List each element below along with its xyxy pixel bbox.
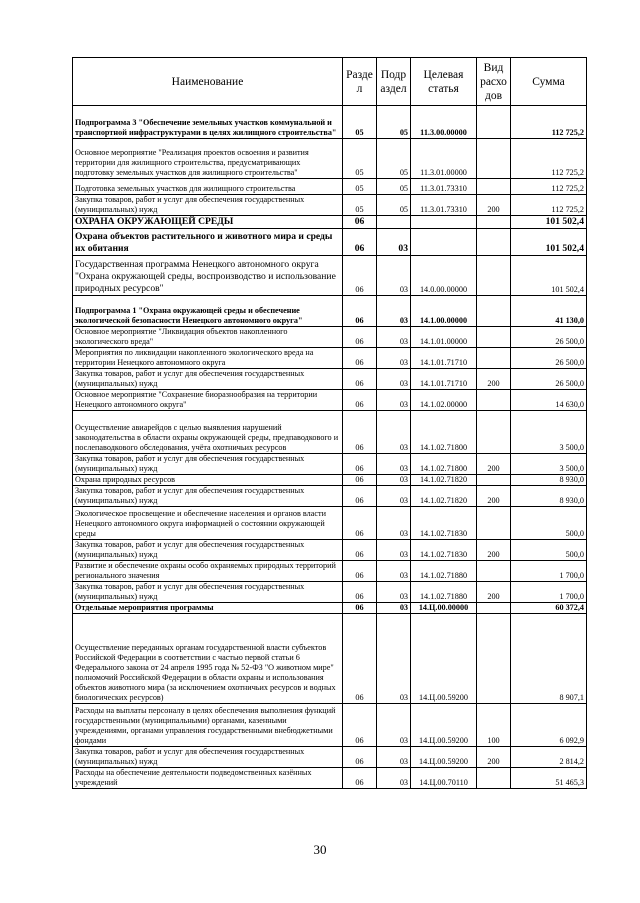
cell-summa: 6 092,9 <box>511 704 587 747</box>
cell-podrazdel: 03 <box>377 411 411 454</box>
table-row <box>73 768 587 789</box>
table-row <box>73 475 587 486</box>
cell-vid: 200 <box>477 454 511 475</box>
cell-celevaya: 11.3.01.73310 <box>411 179 477 195</box>
cell-razdel: 06 <box>343 256 377 296</box>
cell-razdel: 06 <box>343 348 377 369</box>
cell-name: Основное мероприятие "Сохранение биоразнообразия на территории Ненецкого автономного округа" <box>73 390 343 411</box>
cell-summa: 60 372,4 <box>511 603 587 614</box>
cell-name: Подготовка земельных участков для жилищного строительства <box>73 179 343 195</box>
cell-razdel: 06 <box>343 327 377 348</box>
cell-podrazdel: 03 <box>377 475 411 486</box>
header-name: Наименование <box>73 58 343 106</box>
table-row <box>73 614 587 704</box>
table-row <box>73 139 587 179</box>
cell-celevaya: 14.1.02.71880 <box>411 582 477 603</box>
cell-razdel: 05 <box>343 139 377 179</box>
cell-razdel: 06 <box>343 411 377 454</box>
header-summa: Сумма <box>511 58 587 106</box>
cell-vid: 200 <box>477 369 511 390</box>
cell-celevaya: 14.1.01.71710 <box>411 348 477 369</box>
cell-razdel: 06 <box>343 614 377 704</box>
cell-podrazdel: 03 <box>377 256 411 296</box>
cell-vid: 200 <box>477 195 511 216</box>
cell-celevaya: 14.Ц.00.70110 <box>411 768 477 789</box>
cell-summa: 1 700,0 <box>511 582 587 603</box>
cell-name: Расходы на обеспечение деятельности подведомственных казённых учреждений <box>73 768 343 789</box>
cell-podrazdel: 03 <box>377 768 411 789</box>
cell-vid <box>477 561 511 582</box>
cell-name: Охрана объектов растительного и животного мира и среды их обитания <box>73 229 343 256</box>
cell-name: Закупка товаров, работ и услуг для обеспечения государственных (муниципальных) нужд <box>73 486 343 507</box>
cell-summa: 3 500,0 <box>511 454 587 475</box>
cell-podrazdel: 03 <box>377 390 411 411</box>
cell-podrazdel: 03 <box>377 486 411 507</box>
cell-celevaya: 14.1.02.71830 <box>411 507 477 540</box>
table-row <box>73 540 587 561</box>
cell-celevaya: 14.Ц.00.00000 <box>411 603 477 614</box>
cell-podrazdel: 03 <box>377 229 411 256</box>
table-header-row <box>73 58 587 106</box>
cell-razdel: 06 <box>343 768 377 789</box>
cell-razdel: 05 <box>343 179 377 195</box>
cell-razdel: 06 <box>343 296 377 327</box>
table-row <box>73 106 587 139</box>
cell-vid <box>477 507 511 540</box>
cell-vid <box>477 179 511 195</box>
header-celevaya: Целевая статья <box>411 58 477 106</box>
cell-summa: 8 930,0 <box>511 475 587 486</box>
cell-summa: 41 130,0 <box>511 296 587 327</box>
cell-celevaya: 14.1.02.71820 <box>411 486 477 507</box>
cell-name: Мероприятия по ликвидации накопленного экологического вреда на территории Ненецкого автономного округа <box>73 348 343 369</box>
cell-celevaya: 14.0.00.00000 <box>411 256 477 296</box>
cell-name: Закупка товаров, работ и услуг для обеспечения государственных (муниципальных) нужд <box>73 747 343 768</box>
cell-razdel: 06 <box>343 486 377 507</box>
table-row <box>73 229 587 256</box>
table-row <box>73 256 587 296</box>
cell-name: Закупка товаров, работ и услуг для обеспечения государственных (муниципальных) нужд <box>73 540 343 561</box>
cell-celevaya: 14.Ц.00.59200 <box>411 747 477 768</box>
cell-celevaya <box>411 216 477 229</box>
cell-razdel: 06 <box>343 704 377 747</box>
cell-summa: 26 500,0 <box>511 369 587 390</box>
cell-summa: 112 725,2 <box>511 106 587 139</box>
cell-celevaya: 14.1.02.71800 <box>411 454 477 475</box>
cell-razdel: 06 <box>343 229 377 256</box>
cell-podrazdel <box>377 216 411 229</box>
cell-vid <box>477 390 511 411</box>
cell-summa: 3 500,0 <box>511 411 587 454</box>
cell-summa: 14 630,0 <box>511 390 587 411</box>
cell-name: Расходы на выплаты персоналу в целях обеспечения выполнения функций государственными (муниципальными) органами, казенными учреждениями, органами управления государственными внебюджетными фондами <box>73 704 343 747</box>
table-row <box>73 747 587 768</box>
cell-podrazdel: 03 <box>377 747 411 768</box>
cell-razdel: 06 <box>343 454 377 475</box>
cell-summa: 26 500,0 <box>511 327 587 348</box>
table-row <box>73 704 587 747</box>
cell-summa: 112 725,2 <box>511 179 587 195</box>
cell-celevaya: 14.1.02.71800 <box>411 411 477 454</box>
cell-name: Экологическое просвещение и обеспечение населения и органов власти Ненецкого автономного округа информацией о состоянии окружающей среды <box>73 507 343 540</box>
cell-celevaya: 14.1.01.00000 <box>411 327 477 348</box>
cell-name: Основное мероприятие "Ликвидация объектов накопленного экологического вреда" <box>73 327 343 348</box>
table-row <box>73 195 587 216</box>
cell-name: Осуществление авиарейдов с целью выявления нарушений законодательства в области охраны окружающей среды, предпаводкового и послепаводкового обследования, учёта охотничьих ресурсов <box>73 411 343 454</box>
cell-podrazdel: 03 <box>377 327 411 348</box>
table-row <box>73 369 587 390</box>
cell-name: Основное мероприятие "Реализация проектов освоения и развития территории для жилищного строительства, предусматривающих подготовку земельных участков для жилищного строительства" <box>73 139 343 179</box>
cell-summa: 500,0 <box>511 507 587 540</box>
cell-celevaya: 14.1.01.71710 <box>411 369 477 390</box>
cell-podrazdel: 05 <box>377 139 411 179</box>
cell-razdel: 06 <box>343 369 377 390</box>
cell-podrazdel: 05 <box>377 179 411 195</box>
table-row <box>73 486 587 507</box>
cell-summa: 26 500,0 <box>511 348 587 369</box>
table-row <box>73 603 587 614</box>
header-podrazdel: Подр аздел <box>377 58 411 106</box>
cell-vid <box>477 348 511 369</box>
cell-razdel: 05 <box>343 106 377 139</box>
cell-vid <box>477 296 511 327</box>
cell-celevaya: 11.3.01.73310 <box>411 195 477 216</box>
cell-vid <box>477 229 511 256</box>
cell-vid: 200 <box>477 747 511 768</box>
table-row <box>73 454 587 475</box>
cell-name: Отдельные мероприятия программы <box>73 603 343 614</box>
cell-podrazdel: 03 <box>377 348 411 369</box>
cell-vid <box>477 327 511 348</box>
table-row <box>73 582 587 603</box>
cell-podrazdel: 05 <box>377 106 411 139</box>
table-row <box>73 296 587 327</box>
cell-summa: 500,0 <box>511 540 587 561</box>
cell-summa: 112 725,2 <box>511 139 587 179</box>
cell-summa: 51 465,3 <box>511 768 587 789</box>
cell-podrazdel: 03 <box>377 704 411 747</box>
cell-podrazdel: 03 <box>377 614 411 704</box>
cell-name: Закупка товаров, работ и услуг для обеспечения государственных (муниципальных) нужд <box>73 195 343 216</box>
cell-summa: 2 814,2 <box>511 747 587 768</box>
cell-celevaya: 14.Ц.00.59200 <box>411 704 477 747</box>
cell-podrazdel: 03 <box>377 582 411 603</box>
cell-razdel: 05 <box>343 195 377 216</box>
cell-podrazdel: 03 <box>377 369 411 390</box>
cell-celevaya: 14.1.02.00000 <box>411 390 477 411</box>
budget-table <box>72 57 587 789</box>
cell-summa: 101 502,4 <box>511 216 587 229</box>
cell-podrazdel: 03 <box>377 540 411 561</box>
cell-celevaya: 11.3.01.00000 <box>411 139 477 179</box>
table-row <box>73 411 587 454</box>
cell-name: Закупка товаров, работ и услуг для обеспечения государственных (муниципальных) нужд <box>73 454 343 475</box>
cell-vid: 100 <box>477 704 511 747</box>
cell-vid <box>477 139 511 179</box>
cell-celevaya: 14.1.02.71820 <box>411 475 477 486</box>
cell-vid <box>477 216 511 229</box>
cell-summa: 1 700,0 <box>511 561 587 582</box>
cell-razdel: 06 <box>343 603 377 614</box>
page-number: 30 <box>313 842 327 857</box>
cell-celevaya: 11.3.00.00000 <box>411 106 477 139</box>
cell-name: ОХРАНА ОКРУЖАЮЩЕЙ СРЕДЫ <box>73 216 343 229</box>
header-vid: Вид расхо дов <box>477 58 511 106</box>
cell-celevaya <box>411 229 477 256</box>
cell-celevaya: 14.1.00.00000 <box>411 296 477 327</box>
cell-razdel: 06 <box>343 540 377 561</box>
header-razdel: Разде л <box>343 58 377 106</box>
cell-razdel: 06 <box>343 216 377 229</box>
cell-summa: 112 725,2 <box>511 195 587 216</box>
table-row <box>73 507 587 540</box>
cell-name: Осуществление переданных органам государственной власти субъектов Российской Федерации в соответствии с частью первой статьи 6 Федерального закона от 24 апреля 1995 года № 52-ФЗ "О животном мире" полномочий Российской Федерации в области охраны и использования объектов животного мира (за исключением охотничьих ресурсов и водных биологических ресурсов) <box>73 614 343 704</box>
cell-summa: 101 502,4 <box>511 256 587 296</box>
cell-celevaya: 14.1.02.71830 <box>411 540 477 561</box>
cell-celevaya: 14.Ц.00.59200 <box>411 614 477 704</box>
cell-vid: 200 <box>477 582 511 603</box>
table-row <box>73 561 587 582</box>
cell-name: Охрана природных ресурсов <box>73 475 343 486</box>
cell-vid <box>477 614 511 704</box>
cell-name: Закупка товаров, работ и услуг для обеспечения государственных (муниципальных) нужд <box>73 369 343 390</box>
cell-name: Государственная программа Ненецкого автономного округа "Охрана окружающей среды, воспроизводство и использование природных ресурсов" <box>73 256 343 296</box>
cell-vid <box>477 475 511 486</box>
cell-celevaya: 14.1.02.71880 <box>411 561 477 582</box>
table-row <box>73 348 587 369</box>
table-row <box>73 216 587 229</box>
cell-summa: 8 907,1 <box>511 614 587 704</box>
cell-summa: 101 502,4 <box>511 229 587 256</box>
cell-name: Подпрограмма 1 "Охрана окружающей среды и обеспечение экологической безопасности Ненецкого автономного округа" <box>73 296 343 327</box>
cell-vid: 200 <box>477 540 511 561</box>
cell-vid <box>477 256 511 296</box>
cell-razdel: 06 <box>343 582 377 603</box>
cell-name: Развитие и обеспечение охраны особо охраняемых природных территорий регионального значения <box>73 561 343 582</box>
cell-razdel: 06 <box>343 747 377 768</box>
cell-vid: 200 <box>477 486 511 507</box>
cell-razdel: 06 <box>343 475 377 486</box>
cell-podrazdel: 03 <box>377 507 411 540</box>
table-row <box>73 179 587 195</box>
cell-vid <box>477 411 511 454</box>
cell-summa: 8 930,0 <box>511 486 587 507</box>
cell-podrazdel: 03 <box>377 603 411 614</box>
cell-razdel: 06 <box>343 507 377 540</box>
cell-razdel: 06 <box>343 390 377 411</box>
cell-vid <box>477 603 511 614</box>
table-body <box>73 106 587 789</box>
cell-podrazdel: 03 <box>377 296 411 327</box>
cell-podrazdel: 05 <box>377 195 411 216</box>
table-row <box>73 390 587 411</box>
table-row <box>73 327 587 348</box>
cell-vid <box>477 768 511 789</box>
cell-podrazdel: 03 <box>377 561 411 582</box>
cell-name: Закупка товаров, работ и услуг для обеспечения государственных (муниципальных) нужд <box>73 582 343 603</box>
cell-razdel: 06 <box>343 561 377 582</box>
cell-name: Подпрограмма 3 "Обеспечение земельных участков коммунальной и транспортной инфраструктурами в целях жилищного строительства" <box>73 106 343 139</box>
cell-vid <box>477 106 511 139</box>
cell-podrazdel: 03 <box>377 454 411 475</box>
